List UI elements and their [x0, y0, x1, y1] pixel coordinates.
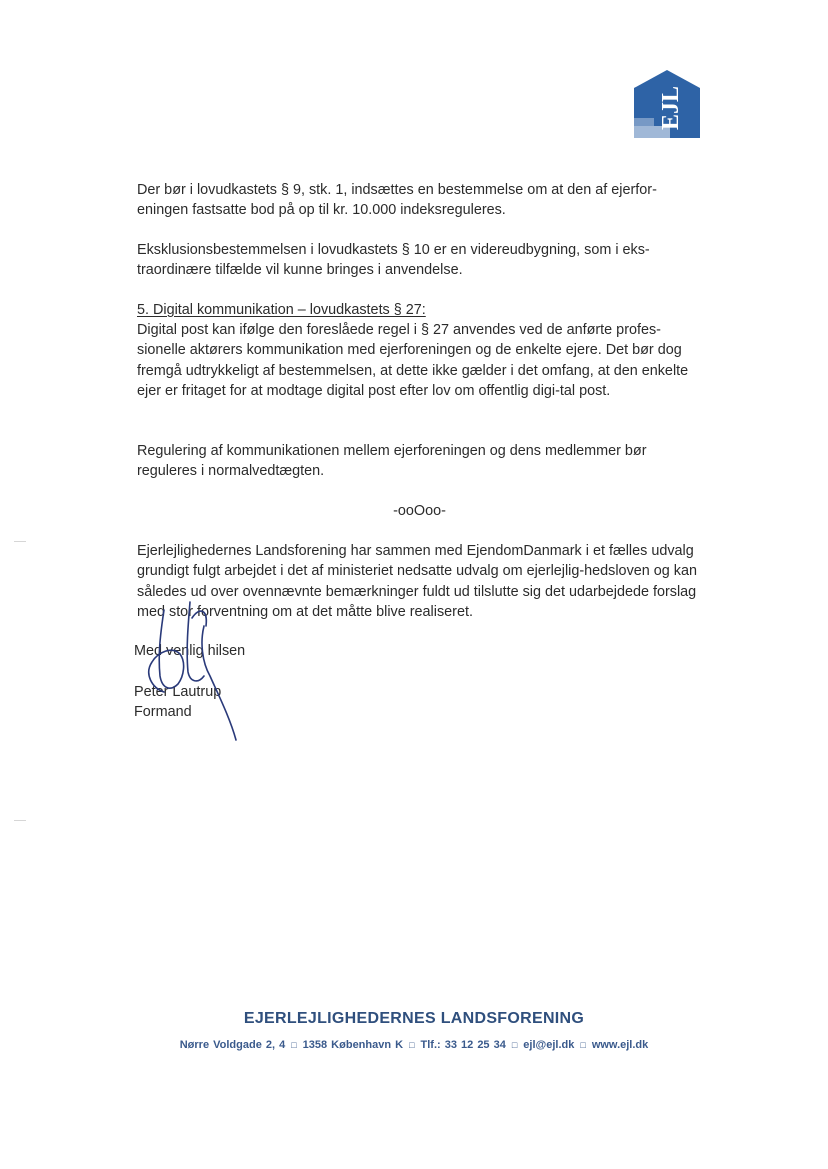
footer-phone: Tlf.: 33 12 25 34 — [420, 1039, 506, 1051]
bullet-icon: □ — [291, 1040, 297, 1050]
paragraph-regulering: Regulering af kommunikationen mellem ejerforeningen og dens medlemmer bør reguleres i normalvedtægten. — [137, 443, 647, 480]
signatory-title: Formand — [134, 704, 192, 720]
footer-org-name: EJERLEJLIGHEDERNES LANDSFORENING — [243, 1010, 585, 1027]
signatory-name: Peter Lautrup — [134, 684, 222, 700]
paragraph-conclusion: Ejerlejlighedernes Landsforening har sammen med EjendomDanmark i et fælles udvalg grundigt fulgt arbejdet i det af ministeriet nedsatte udvalg om ejerlejlig-hedsloven og kan således ud over ovennævnte bemærkninger fuldt ud tilslutte sig det udarbejdede forslag med stor forventning om at det måtte blive realiseret. — [137, 543, 697, 621]
logo-text: EJL — [658, 85, 684, 131]
bullet-icon: □ — [511, 1040, 518, 1050]
bullet-icon: □ — [409, 1040, 415, 1050]
paragraph-bod: Der bør i lovudkastets § 9, stk. 1, indsættes en bestemmelse om at den af ejerfor-eningen fastsatte bod på op til kr. 10.000 indeksreguleres. — [137, 182, 657, 219]
section-heading-digital: 5. Digital kommunikation – lovudkastets § 27: — [137, 302, 426, 318]
footer-city: 1358 København K — [302, 1039, 404, 1051]
footer-address: Nørre Voldgade 2, 4 — [179, 1039, 286, 1051]
bullet-icon: □ — [580, 1040, 586, 1050]
paragraph-eksklusion: Eksklusionsbestemmelsen i lovudkastets § 10 er en videreudbygning, som i eks-traordinære tilfælde vil kunne bringes i anvendelse. — [137, 242, 650, 279]
closing-greeting: Med venlig hilsen — [134, 643, 246, 659]
separator: -ooOoo- — [393, 503, 446, 519]
footer-website[interactable]: www.ejl.dk — [591, 1039, 649, 1051]
scan-edge-mark — [14, 820, 26, 821]
paragraph-digital-post: Digital post kan ifølge den foreslåede regel i § 27 anvendes ved de anførte profes-sionelle aktørers kommunikation med ejerforeningen og de enkelte ejere. Det bør dog fremgå udtrykkeligt af bestemmelsen, at dette ikke gælder i det omfang, at den enkelte ejer er fritaget for at modtage digital post efter lov om offentlig digi-tal post. — [137, 322, 689, 400]
ejl-logo — [630, 68, 704, 140]
handwritten-signature — [130, 596, 260, 746]
footer-email[interactable]: ejl@ejl.dk — [523, 1039, 575, 1051]
scan-edge-mark — [14, 541, 26, 542]
footer-contact — [0, 1039, 828, 1051]
